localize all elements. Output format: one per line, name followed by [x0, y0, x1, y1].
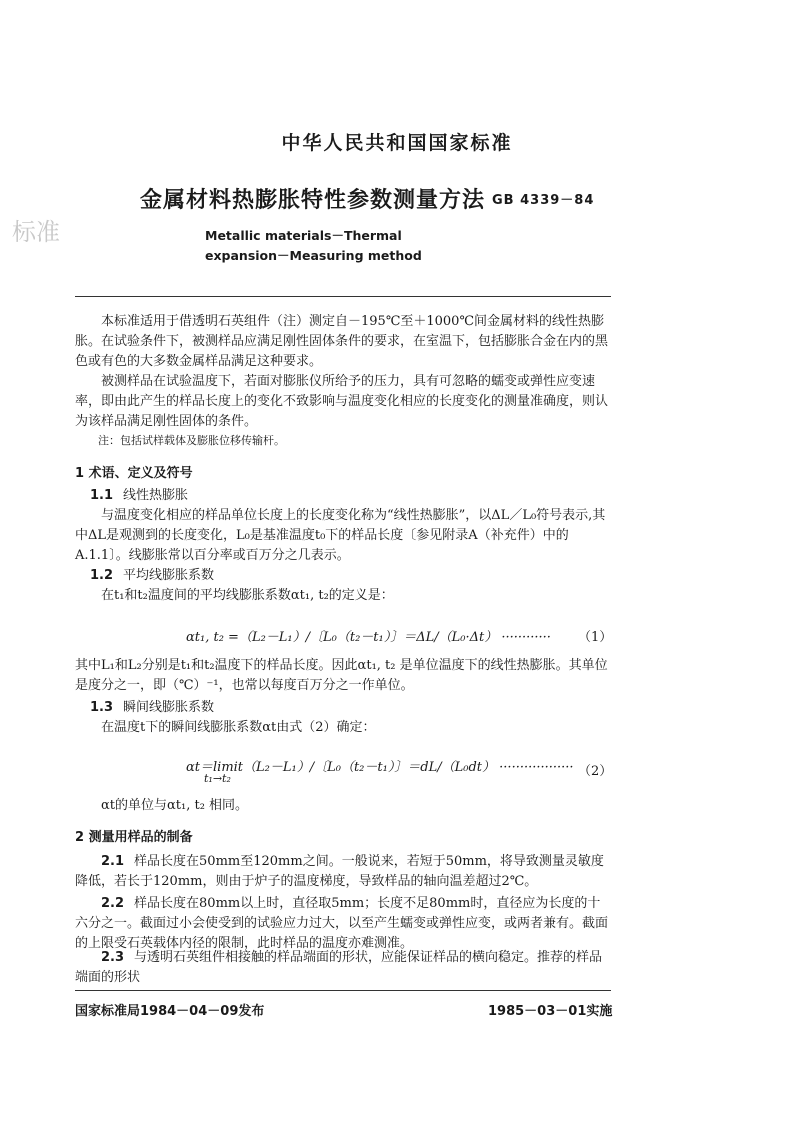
- section-2-2-text: 样品长度在80mm以上时，直径取5mm；长度不足80mm时，直径应为长度的十六分之一。截面过小会使受到的试验应力过大，以至产生蠕变或弹性应变，或两者兼有。截面的上限受石英载体内径的限制，此时样品的温度亦难测准。: [75, 896, 609, 951]
- section-2-heading: 2 测量用样品的制备: [75, 830, 193, 845]
- english-title-line1: Metallic materials－Thermal: [205, 228, 402, 243]
- intro-paragraph-1: 本标准适用于借透明石英组件（注）测定自－195℃至＋1000℃间金属材料的线性热膨胀。在试验条件下，被测样品应满足刚性固体条件的要求，在室温下，包括膨胀合金在内的黑色或有色的大多数金属样品满足这种要求。: [75, 314, 609, 369]
- section-1-2-title: 平均线膨胀系数: [123, 568, 215, 583]
- formula-1-number: （1）: [578, 630, 613, 645]
- section-1-2-heading: [90, 566, 214, 586]
- section-1-1-heading: [90, 486, 188, 506]
- section-1-heading: 1 术语、定义及符号: [75, 466, 193, 481]
- document-title: 金属材料热膨胀特性参数测量方法: [140, 188, 486, 213]
- section-1-2-number: 1.2: [90, 568, 114, 583]
- section-1-3-intro: 在温度t下的瞬间线膨胀系数αt由式（2）确定：: [101, 720, 376, 735]
- header-rule: [75, 296, 611, 297]
- section-2-2-number: 2.2: [101, 896, 125, 911]
- formula-2-number: （2）: [578, 764, 613, 779]
- intro-note: 注：包括试样载体及膨胀位移传输杆。: [98, 434, 285, 447]
- section-2-3-number: 2.3: [101, 950, 125, 965]
- section-2-3-paragraph: [75, 948, 611, 988]
- section-1-3-after: αt的单位与αt₁, t₂ 相同。: [101, 798, 249, 813]
- section-1-2-intro: 在t₁和t₂温度间的平均线膨胀系数αt₁, t₂的定义是：: [101, 588, 394, 603]
- section-2-1-number: 2.1: [101, 854, 125, 869]
- section-2-1-paragraph: [75, 852, 611, 892]
- footer-rule: [75, 990, 611, 991]
- formula-1: αt₁, t₂ =（L₂－L₁）/〔L₀（t₂－t₁）〕＝ΔL/（L₀·Δt） ············: [186, 630, 551, 645]
- section-1-1-paragraph: 与温度变化相应的样品单位长度上的长度变化称为“线性热膨胀”，以ΔL／L₀符号表示,其中ΔL是观测到的长度变化，L₀是基准温度t₀下的样品长度〔参见附录A（补充件）中的A.1.1〕。线膨胀常以百分率或百万分之几表示。: [75, 508, 606, 563]
- section-1-2-after: 其中L₁和L₂分别是t₁和t₂温度下的样品长度。因此αt₁, t₂ 是单位温度下的线性热膨胀。其单位是度分之一，即（℃）⁻¹，也常以每度百万分之一作单位。: [75, 658, 608, 693]
- section-1-3-title: 瞬间线膨胀系数: [123, 700, 215, 715]
- standard-code: GB 4339－84: [492, 193, 595, 208]
- stamp-watermark: 标准: [12, 218, 60, 246]
- section-1-1-title: 线性热膨胀: [123, 488, 189, 503]
- section-1-3-number: 1.3: [90, 700, 114, 715]
- section-1-1-number: 1.1: [90, 488, 114, 503]
- effective-date: 1985－03－01实施: [488, 1004, 613, 1019]
- section-2-2-paragraph: [75, 894, 611, 954]
- intro-paragraph-2: 被测样品在试验温度下，若面对膨胀仪所给予的压力，具有可忽略的蠕变或弹性应变速率，即由此产生的样品长度上的变化不致影响与温度变化相应的长度变化的测量准确度，则认为该样品满足刚性固体的条件。: [75, 374, 609, 429]
- section-1-3-heading: [90, 698, 214, 718]
- section-2-3-text: 与透明石英组件相接触的样品端面的形状，应能保证样品的横向稳定。推荐的样品端面的形状: [75, 950, 603, 985]
- standard-type-heading: 中华人民共和国国家标准: [281, 132, 513, 154]
- english-title-line2: expansion－Measuring method: [205, 248, 422, 263]
- formula-2: αt＝limit（L₂－L₁）/〔L₀（t₂－t₁）〕＝dL/（L₀dt） ··················: [186, 760, 574, 775]
- issued-date: 国家标准局1984－04－09发布: [75, 1004, 265, 1019]
- formula-2-limit: t₁→t₂: [204, 772, 231, 785]
- section-2-1-text: 样品长度在50mm至120mm之间。一般说来，若短于50mm，将导致测量灵敏度降低，若长于120mm，则由于炉子的温度梯度，导致样品的轴向温差超过2℃。: [75, 854, 604, 889]
